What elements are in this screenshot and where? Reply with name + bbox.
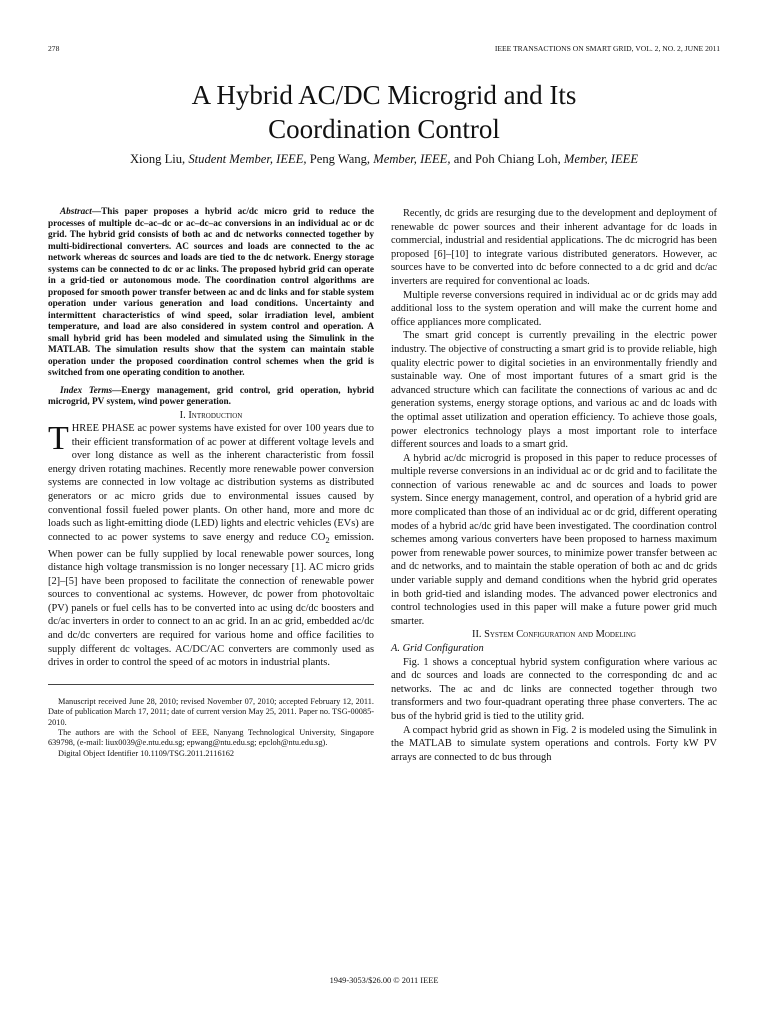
author-2: Peng Wang, (309, 152, 371, 166)
intro-lead: HREE PHASE (71, 423, 135, 435)
abstract-label: Abstract— (60, 207, 102, 217)
author-2-role: Member, IEEE, (373, 152, 451, 166)
page-number: 278 (48, 44, 60, 53)
intro-paragraph: THREE PHASE ac power systems have existed for over 100 years due to their efficient transformation of ac power at different voltage levels and over long distance as well as the inherent characteristic from fossil energy driven rotating machines. Recently more renewable power conversion systems are connected in low voltage ac distribution systems as distributed generators or ac micro grids due to environmental issues caused by conventional fossil fueled power plants. On other hand, more and more dc loads such as light-emitting diode (LED) lights and electric vehicles (EVs) are connected to ac power systems to save energy and reduce $CO_2$ emission. When power can be fully supplied by local renewable power sources, long distance high voltage transmission is no longer necessary [1]. AC micro grids [2]–[5] have been proposed to facilitate the connection of renewable power sources to conventional ac systems. However, dc power from photovoltaic (PV) panels or fuel cells has to be converted into ac using dc/dc boosters and dc/ac inverters in order to connect to an ac grid. In an ac grid, embedded ac/dc and dc/dc converters are required for various home and office facilities to supply different dc voltages. AC/DC/AC converters are commonly used as drives in order to control the speed of ac motors in industrial plants. (48, 420, 375, 669)
index-terms-text: Energy management, grid control, grid operation, hybrid microgrid, PV system, wind power generation. (48, 385, 374, 407)
paper-title (60, 78, 708, 146)
title-line-2: Coordination Control (268, 114, 500, 144)
abstract-text: This paper proposes a hybrid ac/dc micro grid to reduce the processes of multiple dc–ac–dc or ac–dc–ac conversions in an individual ac or dc grid. The hybrid grid consists of both ac and dc networks connected together by multi-bidirectional converters. AC sources and loads are connected to the ac network whereas dc sources and loads are tied to the dc network. Energy storage systems can be connected to dc or ac links. The proposed hybrid grid can operate in a grid-tied or autonomous mode. The coordination control algorithms are proposed for smooth power transfer between ac and dc links and for stable system operation under various generation and load conditions. Uncertainty and intermittent characteristics of wind speed, solar irradiation level, ambient temperature, and load are also considered in system control and operation. A small hybrid grid has been modeled and simulated using the Simulink in the MATLAB. The simulation results show that the system can maintain stable operation under the proposed coordination control schemes when the grid is switched from one operating condition to another. (48, 207, 374, 378)
author-1-role: Student Member, IEEE, (188, 152, 307, 166)
author-3: Poh Chiang Loh, (475, 152, 561, 166)
abstract (48, 207, 374, 380)
paragraph-reverse-conversions: Multiple reverse conversions required in individual ac or dc grids may add additional loss to the system operation and will make the current home and office appliances more complicated. (391, 289, 717, 328)
index-terms (48, 386, 374, 409)
paragraph-fig2: A compact hybrid grid as shown in Fig. 2 is modeled using the Simulink in the MATLAB to simulate system operations and controls. Forty kW PV arrays are connected to dc bus through (391, 724, 717, 763)
left-column (48, 207, 374, 759)
paragraph-dc-grids: Recently, dc grids are resurging due to the development and deployment of renewable dc power sources and their inherent advantage for dc loads in commercial, industrial and residential applications. The dc microgrid has been proposed [6]–[10] to integrate various distributed generators. However, ac sources have to be converted into dc before connected to a dc grid and dc/ac inverters are required for conventional ac loads. (391, 208, 717, 287)
footnote-doi: Digital Object Identifier 10.1109/TSG.2011.2116162 (58, 748, 235, 758)
paragraph-fig1: Fig. 1 shows a conceptual hybrid system configuration where various ac and dc sources and loads are connected to the corresponding dc and ac networks. The ac and dc links are connected together through two transformers and two four-quadrant operating three phase converters. The ac bus of the hybrid grid is tied to the utility grid. (391, 656, 717, 722)
section-heading-introduction: I. Introduction (179, 409, 243, 421)
drop-cap: T (48, 420, 69, 458)
journal-header: IEEE TRANSACTIONS ON SMART GRID, VOL. 2, NO. 2, JUNE 2011 (494, 44, 720, 53)
copyright-footer: 1949-3053/$26.00 © 2011 IEEE (329, 976, 439, 985)
author-3-role: Member, IEEE (563, 152, 639, 166)
author-1: Xiong Liu, (129, 152, 186, 166)
subsection-heading-grid-config: A. Grid Configuration (391, 643, 484, 654)
paragraph-hybrid-proposal: A hybrid ac/dc microgrid is proposed in this paper to reduce processes of multiple reverse conversions in an individual ac or dc grid and to facilitate the connection of various renewable ac and dc sources and loads to power system. Since energy management, control, and operation of a hybrid grid are more complicated than those of an individual ac or dc grid, different operating modes of a hybrid ac/dc grid have been investigated. The coordination control schemes among various converters have been proposed to harness maximum power from renewable power sources, to minimize power transfer between ac and dc networks, and to maintain the stable operation of both ac and dc grids under variable supply and demand conditions when the hybrid grid operates in both grid-tied and islanding modes. The advanced power electronics and control technologies used in this paper will make a future power grid much smarter. (391, 452, 717, 627)
index-terms-label: Index Terms— (60, 385, 122, 396)
footnotes (48, 684, 374, 759)
title-line-1: A Hybrid AC/DC Microgrid and Its (191, 80, 577, 110)
author-list (40, 152, 728, 167)
footnote-manuscript: Manuscript received June 28, 2010; revised November 07, 2010; accepted February 12, 2011. Date of publication March 17, 2011; date of current version May 25, 2011. Paper no. TSG-00085-2010. (48, 696, 374, 727)
right-column (391, 207, 717, 764)
author-and: and (453, 152, 472, 166)
footnote-affiliation: The authors are with the School of EEE, Nanyang Technological University, Singapore 639798, (e-mail: liux0039@e.ntu.edu.sg; epwang@ntu.edu.sg; epcloh@ntu.edu.sg). (48, 728, 374, 748)
paragraph-smart-grid: The smart grid concept is currently prevailing in the electric power industry. The objective of constructing a smart grid is to provide reliable, high quality electric power to digital societies in an environmentally friendly and sustainable way. One of most important futures of a smart grid is the advanced structure which can facilitate the connections of various ac and dc generation systems, energy storage options, and various ac and dc loads with the optimal asset utilization and operation efficiency. To achieve those goals, power electronics technology plays a most important role to interface different sources and loads to a smart grid. (391, 330, 717, 451)
introduction (48, 422, 374, 670)
section-heading-system: II. System Configuration and Modeling (472, 629, 636, 641)
